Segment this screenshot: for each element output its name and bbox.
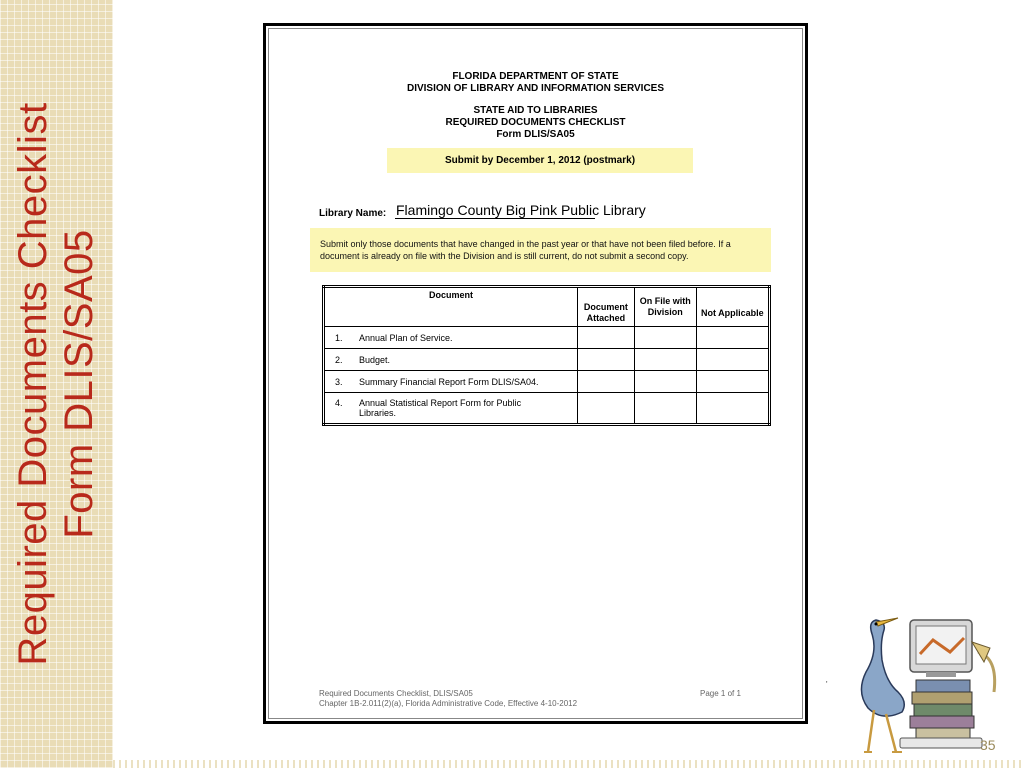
table-header-row: [324, 287, 770, 327]
table-row: [324, 371, 770, 393]
checklist-document: [263, 23, 808, 724]
row-number: 4.: [335, 398, 343, 408]
instructions-box: [310, 228, 771, 272]
documents-checklist-table: [322, 285, 771, 426]
not-applicable-checkbox-cell[interactable]: [696, 327, 769, 349]
row-number: 3.: [335, 376, 343, 387]
attached-checkbox-cell[interactable]: [577, 393, 634, 425]
row-document-cell: [324, 371, 578, 393]
slide-title-line2: Form DLIS/SA05: [57, 229, 101, 539]
slide-title: [10, 102, 102, 665]
row-label: Annual Plan of Service.: [359, 332, 453, 343]
submit-deadline-note: Submit by December 1, 2012 (postmark): [387, 148, 693, 173]
not-applicable-checkbox-cell[interactable]: [696, 371, 769, 393]
footer-left-line1: Required Documents Checklist, DLIS/SA05: [319, 689, 473, 698]
footer-page-number: Page 1 of 1: [700, 689, 741, 698]
library-name-underline: [395, 218, 595, 219]
header-line-2: DIVISION OF LIBRARY AND INFORMATION SERVICES: [406, 83, 665, 94]
keyboard-icon: [900, 738, 982, 748]
header-line-5: Form DLIS/SA05: [496, 129, 575, 140]
col-not-applicable: Not Applicable: [696, 287, 769, 327]
table-row: [324, 327, 770, 349]
not-applicable-checkbox-cell[interactable]: [696, 349, 769, 371]
row-label: Summary Financial Report Form DLIS/SA04.: [359, 376, 539, 387]
row-document-cell: [324, 349, 578, 371]
slide-title-line1: Required Documents Checklist: [11, 102, 55, 666]
attached-checkbox-cell[interactable]: [577, 371, 634, 393]
header-line-4: REQUIRED DOCUMENTS CHECKLIST: [445, 117, 626, 128]
row-document-cell: [324, 327, 578, 349]
not-applicable-checkbox-cell[interactable]: [696, 393, 769, 425]
heron-icon: [861, 620, 904, 716]
small-mark: ': [826, 680, 828, 689]
slide-number: 35: [980, 737, 996, 753]
on-file-checkbox-cell[interactable]: [634, 371, 696, 393]
col-on-file: On File with Division: [634, 287, 696, 327]
table-row: [324, 349, 770, 371]
row-label: Annual Statistical Report Form for Public Libraries.: [359, 398, 522, 418]
table-row: [324, 393, 770, 425]
library-name-field[interactable]: Flamingo County Big Pink Public Library: [396, 202, 646, 218]
side-band: [0, 0, 113, 768]
col-document: Document: [324, 287, 578, 327]
footer-left: [319, 689, 577, 709]
attached-checkbox-cell[interactable]: [577, 349, 634, 371]
document-page: [268, 28, 803, 719]
row-number: 1.: [335, 332, 343, 343]
instructions-text: Submit only those documents that have changed in the past year or that have not been filed before. If a document is already on file with the Division and is still current, do not submit a second copy.: [320, 239, 731, 261]
on-file-checkbox-cell[interactable]: [634, 349, 696, 371]
header-line-3: STATE AID TO LIBRARIES: [473, 105, 598, 116]
col-document-attached: Document Attached: [577, 287, 634, 327]
header-line-1: FLORIDA DEPARTMENT OF STATE: [452, 71, 619, 82]
books-icon: [916, 680, 970, 692]
attached-checkbox-cell[interactable]: [577, 327, 634, 349]
footer-left-line2: Chapter 1B-2.011(2)(a), Florida Administrative Code, Effective 4-10-2012: [319, 699, 578, 708]
row-document-cell: [324, 393, 578, 425]
on-file-checkbox-cell[interactable]: [634, 327, 696, 349]
row-label: Budget.: [359, 354, 391, 365]
row-number: 2.: [335, 354, 343, 365]
on-file-checkbox-cell[interactable]: [634, 393, 696, 425]
library-name-label: Library Name:: [319, 208, 387, 219]
